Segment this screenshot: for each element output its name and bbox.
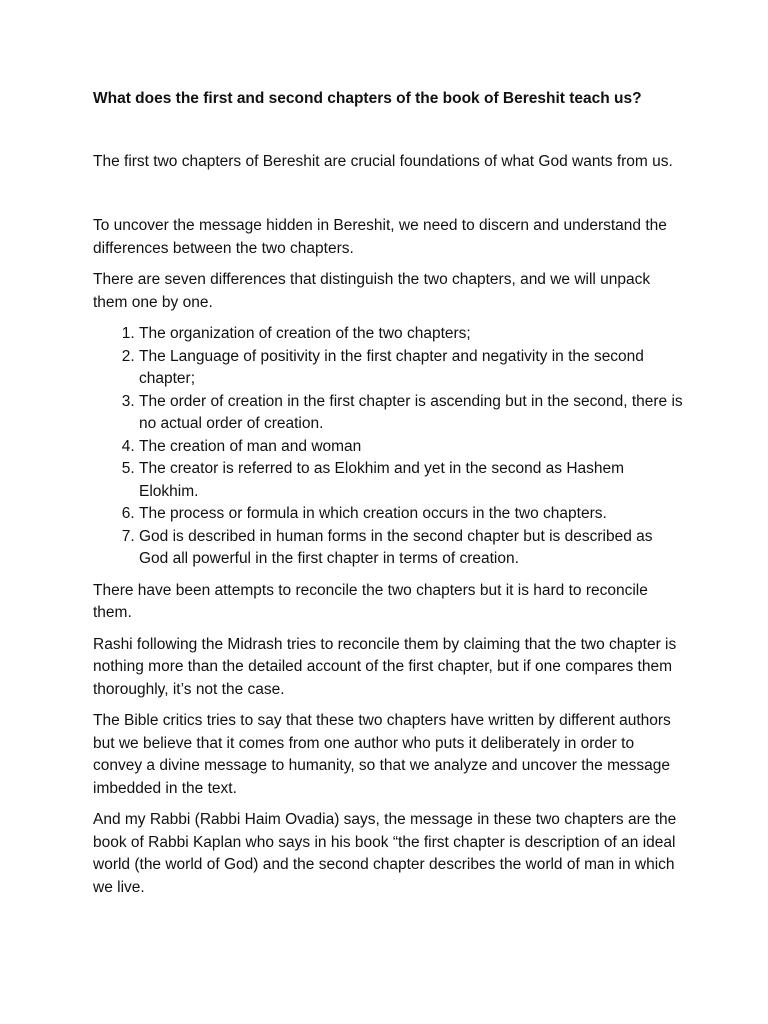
paragraph-rashi: Rashi following the Midrash tries to reconcile them by claiming that the two chapter is nothing more than the detailed account of the first chapter, but if one compares them thoroughly, it’s not the case. xyxy=(93,635,677,698)
list-item: 5. The creator is referred to as Elokhim and yet in the second as Hashem Elokhim. xyxy=(139,458,683,503)
paragraph-seven-differences: There are seven differences that distinguish the two chapters, and we will unpack them one by one. xyxy=(93,271,651,311)
list-item: 1. The organization of creation of the two chapters; xyxy=(139,323,683,346)
list-item: 6. The process or formula in which creation occurs in the two chapters. xyxy=(139,503,683,526)
paragraph-reconcile-attempts: There have been attempts to reconcile the two chapters but it is hard to reconcile them. xyxy=(93,581,648,621)
document-title: What does the first and second chapters of the book of Bereshit teach us? xyxy=(93,90,642,107)
differences-list xyxy=(93,323,683,571)
list-item: 3. The order of creation in the first chapter is ascending but in the second, there is no actual order of creation. xyxy=(139,391,683,436)
list-item: 4. The creation of man and woman xyxy=(139,436,683,459)
paragraph-uncover-message: To uncover the message hidden in Bereshit, we need to discern and understand the differences between the two chapters. xyxy=(93,217,667,257)
list-item: 2. The Language of positivity in the first chapter and negativity in the second chapter; xyxy=(139,346,683,391)
paragraph-rabbi-ovadia: And my Rabbi (Rabbi Haim Ovadia) says, the message in these two chapters are the book of Rabbi Kaplan who says in his book “the first chapter is description of an ideal world (the world of God) and the second chapter describes the world of man in which we live. xyxy=(93,811,677,896)
paragraph-bible-critics: The Bible critics tries to say that these two chapters have written by different authors but we believe that it comes from one author who puts it deliberately in order to convey a divine message to humanity, so that we analyze and uncover the message imbedded in the text. xyxy=(93,712,671,797)
document-page xyxy=(93,88,683,908)
paragraph-intro: The first two chapters of Bereshit are crucial foundations of what God wants from us. xyxy=(93,152,673,170)
list-item: 7. God is described in human forms in the second chapter but is described as God all powerful in the first chapter in terms of creation. xyxy=(139,526,683,571)
